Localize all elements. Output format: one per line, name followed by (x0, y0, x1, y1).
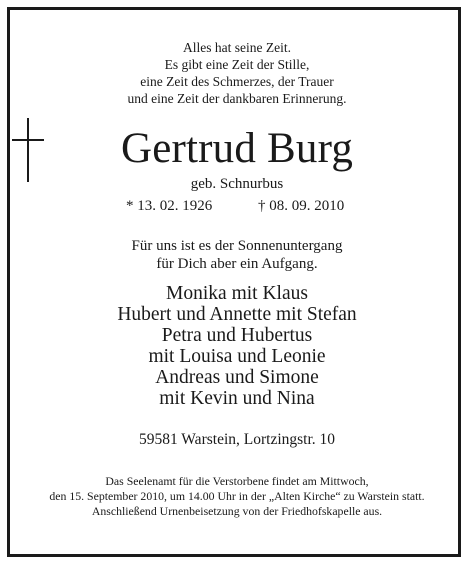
mourner-line: mit Louisa und Leonie (148, 346, 326, 367)
motto-verse (0, 39, 474, 107)
mourner-line: Monika mit Klaus (166, 283, 308, 304)
notice-line: den 15. September 2010, um 14.00 Uhr in der „Alten Kirche“ zu Warstein statt. (49, 489, 425, 503)
sunset-line: für Dich aber ein Aufgang. (156, 256, 318, 272)
motto-line: Es gibt eine Zeit der Stille, (164, 57, 310, 72)
mourner-line: Andreas und Simone (155, 367, 319, 388)
death-date: † 08. 09. 2010 (258, 198, 345, 214)
motto-line: eine Zeit des Schmerzes, der Trauer (140, 74, 334, 89)
mourners-list (0, 283, 474, 409)
family-address: 59581 Warstein, Lortzingstr. 10 (138, 431, 336, 448)
life-dates (0, 196, 474, 216)
birth-name: geb. Schnurbus (190, 176, 284, 192)
motto-line: und eine Zeit der dankbaren Erinnerung. (127, 91, 347, 106)
birth-date: * 13. 02. 1926 (126, 198, 213, 214)
mourner-line: mit Kevin und Nina (159, 388, 315, 409)
motto-line: Alles hat seine Zeit. (183, 40, 291, 55)
funeral-notice (0, 474, 474, 519)
sunset-line: Für uns ist es der Sonnenuntergang (131, 238, 343, 254)
sunset-verse (0, 237, 474, 273)
notice-line: Anschließend Urnenbeisetzung von der Friedhofskapelle aus. (91, 504, 383, 518)
notice-line: Das Seelenamt für die Verstorbene findet am Mittwoch, (105, 474, 369, 488)
mourner-line: Petra und Hubertus (161, 325, 313, 346)
mourner-line: Hubert und Annette mit Stefan (117, 304, 357, 325)
deceased-name: Gertrud Burg (120, 125, 354, 172)
